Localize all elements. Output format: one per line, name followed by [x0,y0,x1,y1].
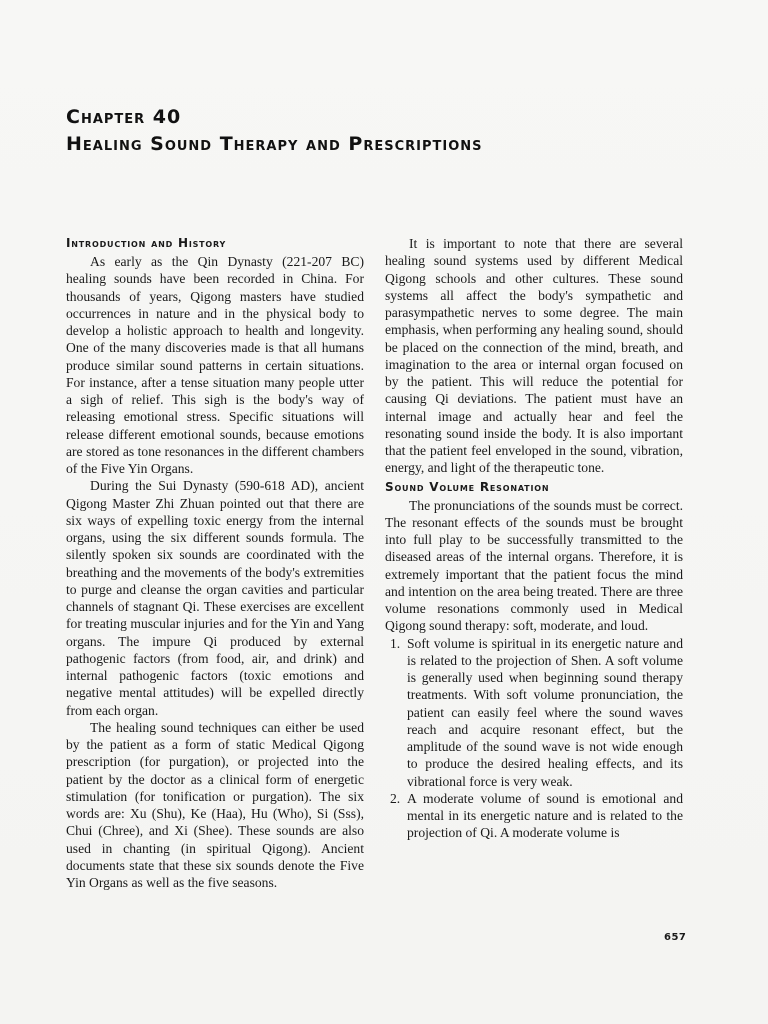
paragraph: During the Sui Dynasty (590-618 AD), ancient Qigong Master Zhi Zhuan pointed out that there are six ways of expelling toxic energy from the internal organs, using the six different sounds formula. The silently spoken six sounds are coordinated with the breathing and the movements of the body's extremities to purge and cleanse the organ cavities and particular channels of stagnant Qi. These exercises are excellent for treating muscular injuries and for the Yin and Yang organs. The impure Qi produced by external pathogenic factors (from food, air, and drink) and internal pathogenic factors (toxic emotions and negative mental attitudes) will be expelled directly from each organ. [66,478,364,718]
paragraph: It is important to note that there are several healing sound systems used by different Medical Qigong schools and other cultures. These sound systems all affect the body's sympathetic and parasympathetic nerves to some degree. The main emphasis, when performing any healing sound, should be placed on the connection of the mind, breath, and imagination to the area or internal organ focused on by the patient. This will reduce the potential for causing Qi deviations. The patient must have an internal image and actually hear and feel the resonating sound inside the body. It is also important that the patient feel enveloped in the sound, vibration, energy, and light of the therapeutic tone. [385,236,683,476]
list-item-text: A moderate volume of sound is emotional and mental in its energetic nature and is related to the projection of Qi. A moderate volume is [407,790,683,841]
list-item [385,790,683,842]
chapter-title: Healing Sound Therapy and Prescriptions [66,133,483,155]
paragraph: The pronunciations of the sounds must be correct. The resonant effects of the sounds must be brought into full play to be successfully transmitted to the diseased areas of the internal organs. Therefore, it is extremely important that the patient focus the mind and intention on the area being treated. There are three volume resonations commonly used in Medical Qigong sound therapy: soft, moderate, and loud. [385,497,683,634]
list-item-text: Soft volume is spiritual in its energetic nature and is related to the projection of Shen. A soft volume is generally used when beginning sound therapy treatments. With soft volume pronunciation, the patient can easily feel where the sound waves reach and acquire resonant effect, but the amplitude of the sound wave is not wide enough to produce the desired healing effects, and its vibrational force is very weak. [407,635,683,789]
paragraph: As early as the Qin Dynasty (221-207 BC) healing sounds have been recorded in China. For thousands of years, Qigong masters have studied occurrences in nature and in the physical body to develop a holistic approach to health and longevity. One of the many discoveries made is that all humans produce similar sound patterns in certain situations. For instance, after a tense situation many people utter a sigh of relief. This sigh is the body's way of releasing emotional stress. Specific situations will release different emotional sounds, because emotions are stored as tone resonances in the different chambers of the Five Yin Organs. [66,254,364,476]
list-item [385,635,683,790]
section-heading-sound-volume: Sound Volume Resonation [385,479,550,494]
chapter-heading [66,104,483,158]
page-number: 657 [664,932,687,943]
list-number: 2. [390,790,401,806]
numbered-list [385,635,683,842]
chapter-number: Chapter 40 [66,106,182,128]
list-number: 1. [390,635,401,651]
left-column [66,235,364,891]
right-column [385,235,683,842]
section-heading-introduction: Introduction and History [66,236,227,250]
paragraph: The healing sound techniques can either be used by the patient as a form of static Medical Qigong prescription (for purgation), or projected into the patient by the doctor as a clinical form of energetic stimulation (for tonification or purgation). The six words are: Xu (Shu), Ke (Haa), Hu (Who), Si (Sss), Chui (Chree), and Xi (Shee). These sounds are also used in chanting (in spiritual Qigong). Ancient documents state that these six sounds denote the Five Yin Organs as well as the five seasons. [66,719,364,890]
